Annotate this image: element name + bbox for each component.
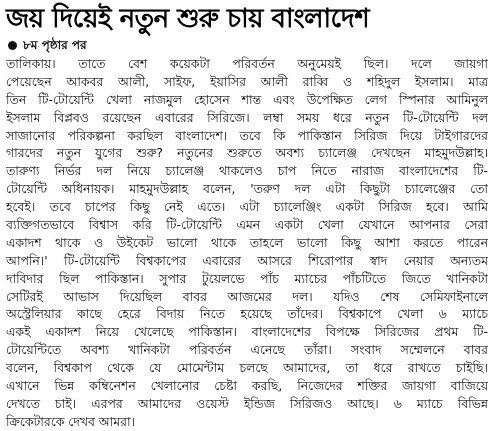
body-line: টোয়েন্টিতে অবশ্য খানিকটা পরিবর্তন এনেছে তাঁরা। সংবাদ সম্মেলনে বাবর <box>6 342 488 358</box>
body-line: দেখতে চাই। এরপর আমাদের ওয়েস্ট ইন্ডিজ সিরিজও আছে। ৬ ম্যাচে বিভিন্ন <box>6 395 488 411</box>
continuation-label: ৮ম পৃষ্ঠার পর <box>23 38 87 52</box>
body-line: সেটিরই আভাস দিয়েছিল বাবর আজমের দল। যদিও শেষ সেমিফাইনালে <box>6 288 488 304</box>
body-line: তিন টি-টোয়েন্টি খেলা নাজমুল হোসেন শান্ত এবং উপেক্ষিত লেগ স্পিনার আমিনুল <box>6 91 488 107</box>
continuation-note <box>6 37 488 54</box>
body-line: ইসলাম বিপ্লবও রয়েছেন এবারের সিরিজে। লম্বা সময় ধরে নতুন টি-টোয়েন্টি দল <box>6 109 488 125</box>
body-line: এখানে ভিন্ন কম্বিনেশন খেলানোর চেষ্টা করছি, নিজেদের শক্তির জায়গা বাজিয়ে <box>6 378 488 394</box>
article-body <box>6 55 488 431</box>
body-line: তারুণ্য নির্ভর দল নিয়ে চ্যালেঞ্জ থাকলেও চাপ নিতে নারাজ বাংলাদেশের টি- <box>6 163 488 179</box>
body-line: ব্যক্তিগতভাবে বিশ্বাস করি টি-টোয়েন্টি এমন একটা খেলা যেখানে আপনার সেরা <box>6 217 488 233</box>
body-line: তালিকায়। তাতে বেশ কয়েকটা পরিবর্তন অনুমেয়ই ছিল। দলে জায়গা <box>6 56 488 71</box>
body-line: আপনি।' টি-টোয়েন্টি বিশ্বকাপের এবারের আসরে শিরোপার স্বাদ নেয়ার অন্যতম <box>6 252 488 268</box>
body-line: পেয়েছেন আকবর আলী, সাইফ, ইয়াসির আলী রাব্বি ও শহিদুল ইসলাম। মাত্র <box>6 73 488 89</box>
body-line: ক্রিকেটারকে দেখব আমরা। <box>6 413 135 429</box>
bullet-icon <box>8 41 17 50</box>
headline: জয় দিয়েই নতুন শুরু চায় বাংলাদেশ <box>6 4 370 34</box>
body-line: একাদশ থাকে ও উইকেট ভালো থাকে তাহলে ভালো কিছু আশা করতে পারেন <box>6 234 488 250</box>
body-line: সাজানোর পরিকল্পনা করছিল বাংলাদেশ। তবে কি পাকিস্তান সিরিজ দিয়ে টাইগারদের <box>6 127 488 143</box>
body-line: হবেই। তবে চাপের কিছু নেই এতে। এটা চ্যালেঞ্জিং একটা সিরিজ হবে। আমি <box>6 199 488 215</box>
body-line: অস্ট্রেলিয়ার কাছে হেরে বিদায় নিতে হয়েছে তাঁদের। বিশ্বকাপে খেলা ৬ ম্যাচে <box>6 306 488 322</box>
body-line: দাবিদার ছিল পাকিস্তান। সুপার টুয়েলভে পাঁচ ম্যাচের পাঁচটিতে জিতে খানিকটা <box>6 270 488 286</box>
body-line: টোয়েন্টি অধিনায়ক। মাহমুদউল্লাহ বলেন, 'তরুণ দল এটা কিছুটা চ্যালেঞ্জের তো <box>6 181 488 197</box>
body-line: গারদের নতুন যুগের শুরু? নতুনের শুরুতে অবশ্য চ্যালেঞ্জ দেখছেন মাহমুদউল্লাহ। <box>6 145 488 161</box>
body-line: বলেন, বিশ্বকাপ থেকে যে মোমেন্টাম চলছে আমাদের, তা ধরে রাখতে চাইছি। <box>6 360 488 376</box>
body-line: একই একাদশ নিয়ে খেলেছে পাকিস্তান। বাংলাদেশের বিপক্ষে সিরিজের প্রথম টি- <box>6 324 488 340</box>
